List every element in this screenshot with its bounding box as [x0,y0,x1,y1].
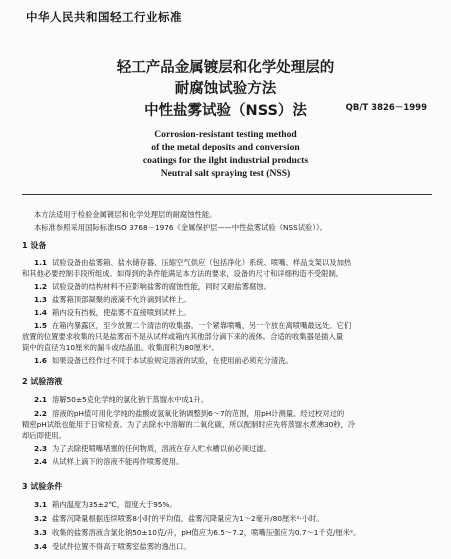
clause-line: 3.3 收集的盐雾溶液含氯化钠50±10克/升，pH值应为6.5～7.2，喷嘴压强应为0.7～1千克/厘米²。 [34,528,361,537]
clause-line: 却后即使用。 [22,431,66,440]
clause-line: 2.1 溶解50±5克化学纯的氯化钠于蒸馏水中成1升。 [34,395,209,404]
title-divider [22,194,432,195]
clause-line: 1.4 箱内设有挡板，使盐雾不直接喷到试样上。 [34,308,191,317]
clause-line: 精密pH试纸也能用于日常检查。为了去除水中溶解的二氧化碳，所以配制时应先将蒸馏水煮沸30秒，冷 [22,420,356,429]
english-title-line: Corrosion-resistant testing method [154,129,297,140]
clause-line: 放置的位置要求收集的只是盐雾而不是从试样或箱内其他部分滴下来的液体。合适的收集器是插入量 [22,332,344,341]
clause-line: 1.1 试验设备由盐雾箱、盐水储存器、压缩空气供应（包括净化）系统、喷嘴、样品支架以及加热 [34,258,352,267]
clause-line: 2.3 为了去除使喷嘴堵塞的任何物质，溶液在存入贮水槽以前必须过滤。 [34,444,271,453]
standard-category-header: 中华人民共和国轻工行业标准 [26,10,182,24]
clause-line: 1.2 试验设备的结构材料不应影响盐雾的腐蚀性能，同时又耐盐雾腐蚀。 [34,282,271,291]
clause-line: 2.4 从试样上滴下的溶液不能再作喷雾使用。 [34,457,184,466]
clause-line: 3.2 盐雾沉降量根据连续喷雾8小时的平均值，盐雾沉降量应为1～2毫升/80厘米²·小时。 [34,514,324,523]
english-title-line: of the metal deposits and conversion [151,142,300,153]
clause-line: 和其他必要控制手段所组成。如得到的条件能满足本方法的要求，设备的尺寸和详细构造不受限制。 [22,269,344,278]
intro-paragraph: 本方法适用于检验金属镀层和化学处理层的耐腐蚀性能。 [34,210,217,219]
section-heading: 1 设备 [22,241,47,250]
clause-line: 筒中的直径为10厘米的漏斗或结晶皿。收集面积为80厘米²。 [22,343,219,352]
title-line-3: 中性盐雾试验（NSS）法 [144,103,307,119]
title-line-1: 轻工产品金属镀层和化学处理层的 [116,60,335,76]
clause-line: 3.4 受试件位置不得高于喷雾室盐雾的逸出口。 [34,542,191,551]
section-heading: 3 试验条件 [22,482,63,491]
clause-line: 2.2 溶液的pH值可用化学纯的盐酸或氢氧化钠调整到6～7的范围，用pH计测量。经过校对过的 [34,409,345,418]
clause-line: 1.3 盐雾箱顶部凝聚的液滴不允许滴到试样上。 [34,295,191,304]
english-title-line: Neutral salt spraying test (NSS) [160,168,291,179]
standard-number: QB/T 3826－1999 [345,103,427,113]
clause-line: 1.5 在箱内暴露区，至少放置二个清洁的收集器。一个紧靠喷嘴，另一个放在离喷嘴最远处。它们 [34,321,352,330]
intro-paragraph: 本标准参照采用国际标准ISO 3768－1976《金属保护层——中性盐雾试验（NSS试验）》。 [34,223,327,232]
clause-line: 1.6 如果设备已经作过不同于本试验规定溶液的试验，在使用前必须充分清洗。 [34,356,293,365]
english-title-line: coatings for the ilght industrial products [142,155,309,166]
title-line-2: 耐腐蚀试验方法 [174,81,277,97]
section-heading: 2 试验溶液 [22,377,63,386]
clause-line: 3.1 箱内温度为35±2℃，湿度大于95%。 [34,500,177,509]
